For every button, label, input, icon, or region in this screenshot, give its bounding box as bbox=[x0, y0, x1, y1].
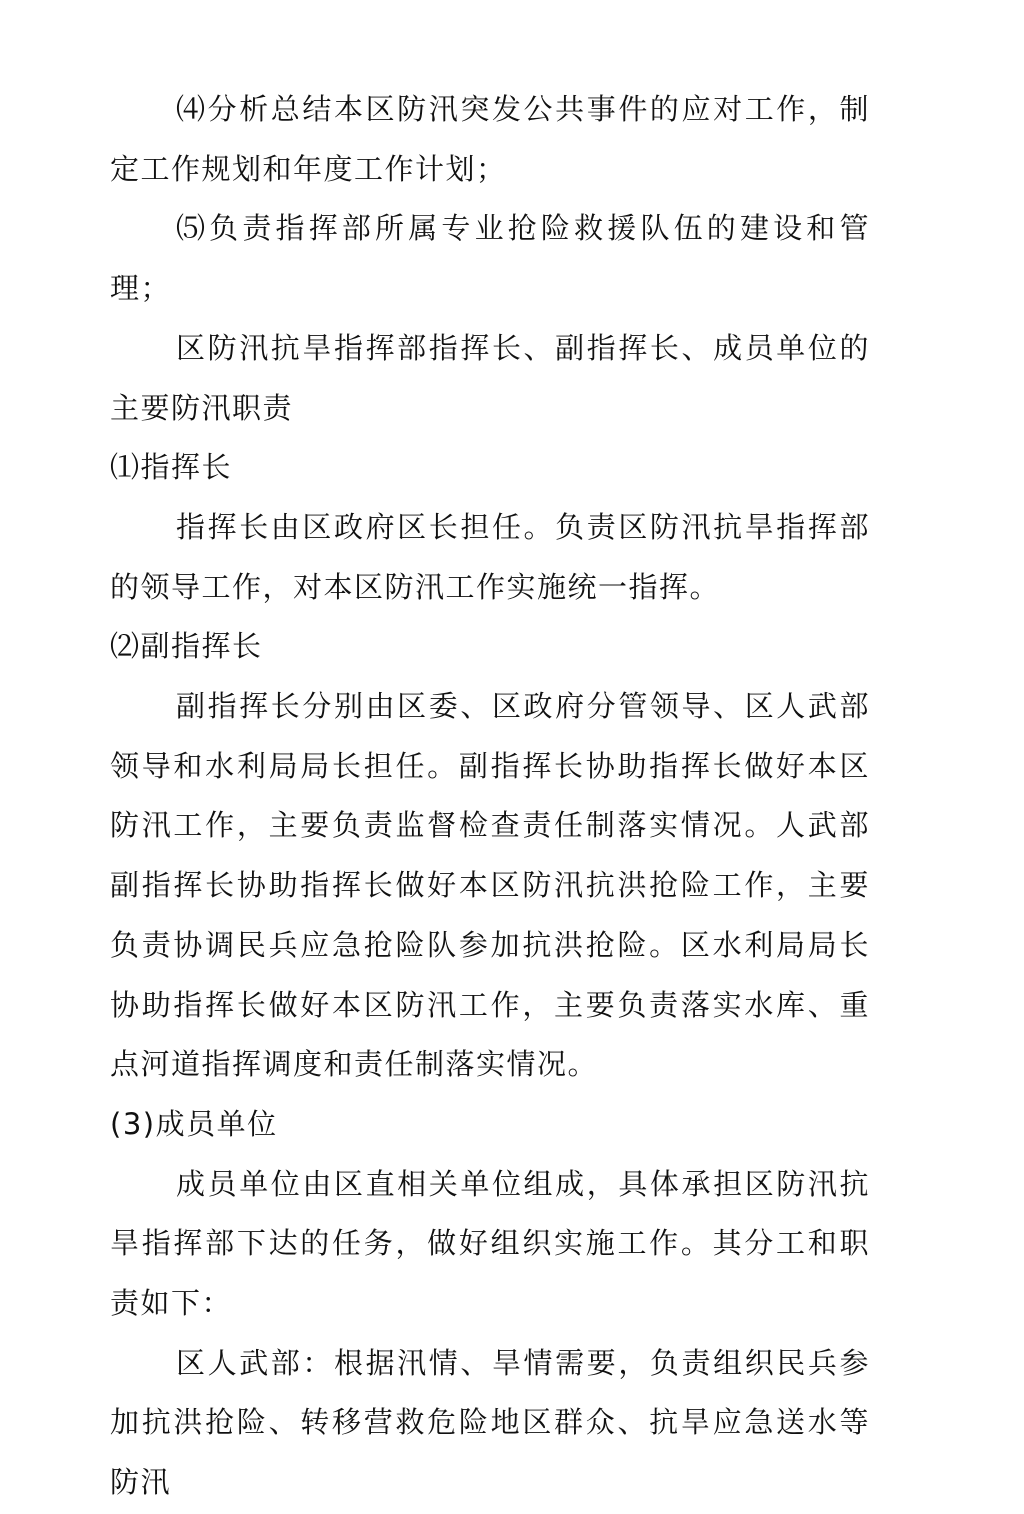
section-heading-responsibilities: 区防汛抗旱指挥部指挥长、副指挥长、成员单位的主要防汛职责 bbox=[110, 330, 870, 425]
paragraph-member-units: 成员单位由区直相关单位组成，具体承担区防汛抗旱指挥部下达的任务，做好组织实施工作。其分工和职责如下： bbox=[110, 1166, 870, 1321]
paragraph-deputy-commander: 副指挥长分别由区委、区政府分管领导、区人武部领导和水利局局长担任。副指挥长协助指挥长做好本区防汛工作，主要负责监督检查责任制落实情况。人武部副指挥长协助指挥长做好本区防汛抗洪抢险工作，主要负责协调民兵应急抢险队参加抗洪抢险。区水利局局长协助指挥长做好本区防汛工作，主要负责落实水库、重点河道指挥调度和责任制落实情况。 bbox=[110, 689, 870, 1082]
document-page bbox=[110, 80, 870, 1513]
paragraph-commander: 指挥长由区政府区长担任。负责区防汛抗旱指挥部的领导工作，对本区防汛工作实施统一指挥。 bbox=[110, 509, 870, 604]
subheading-commander: ⑴指挥长 bbox=[110, 450, 233, 485]
subheading-member-units: (3)成员单位 bbox=[110, 1106, 278, 1141]
paragraph-item-4-duties: ⑷分析总结本区防汛突发公共事件的应对工作，制定工作规划和年度工作计划； bbox=[110, 92, 870, 186]
paragraph-armed-forces-dept: 区人武部：根据汛情、旱情需要，负责组织民兵参加抗洪抢险、转移营救危险地区群众、抗旱应急送水等防汛 bbox=[110, 1345, 870, 1500]
paragraph-item-5-duties: ⑸负责指挥部所属专业抢险救援队伍的建设和管理； bbox=[110, 211, 870, 306]
subheading-deputy-commander: ⑵副指挥长 bbox=[110, 629, 263, 664]
